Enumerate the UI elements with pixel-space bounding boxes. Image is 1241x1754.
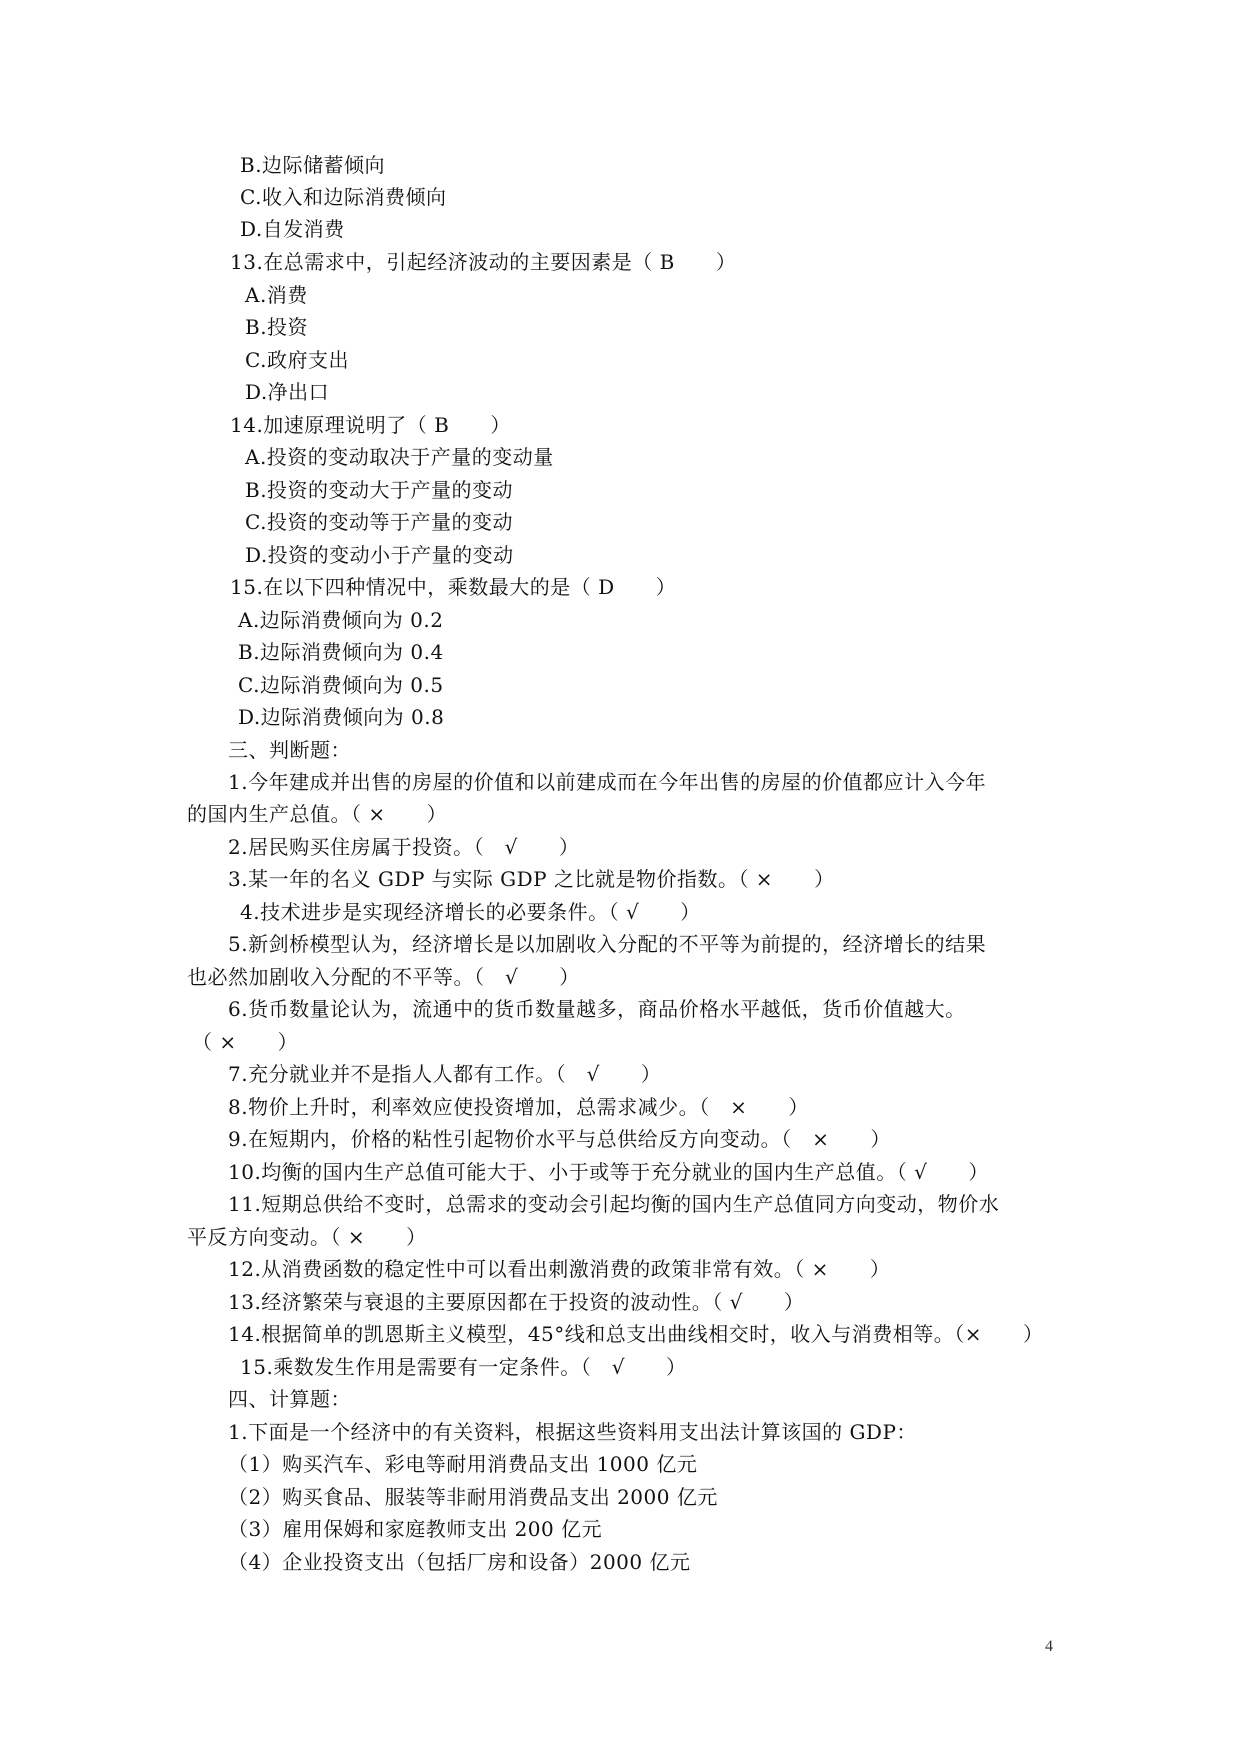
judgment-1-line-2: 的国内生产总值。（ × ） bbox=[187, 802, 448, 826]
judgment-9: 9.在短期内，价格的粘性引起物价水平与总供给反方向变动。（ × ） bbox=[228, 1127, 891, 1151]
question-14: 14.加速原理说明了（ B ） bbox=[230, 413, 511, 437]
option-b-line: B.投资 bbox=[245, 315, 309, 339]
judgment-14: 14.根据简单的凯恩斯主义模型，45°线和总支出曲线相交时，收入与消费相等。（× ） bbox=[228, 1322, 1044, 1346]
question-13: 13.在总需求中，引起经济波动的主要因素是（ B ） bbox=[230, 250, 737, 274]
option-a-line: A.消费 bbox=[245, 283, 308, 307]
section-heading-calculation: 四、计算题： bbox=[228, 1387, 351, 1411]
judgment-10: 10.均衡的国内生产总值可能大于、小于或等于充分就业的国内生产总值。（ √ ） bbox=[228, 1160, 989, 1184]
option-a-line: A.投资的变动取决于产量的变动量 bbox=[245, 445, 554, 469]
option-c-line: C.投资的变动等于产量的变动 bbox=[245, 510, 513, 534]
judgment-7: 7.充分就业并不是指人人都有工作。（ √ ） bbox=[228, 1062, 662, 1086]
judgment-8: 8.物价上升时，利率效应使投资增加，总需求减少。（ × ） bbox=[228, 1095, 809, 1119]
option-b-line: B.边际消费倾向为 0.4 bbox=[238, 640, 444, 664]
section-heading-judgment: 三、判断题： bbox=[228, 738, 351, 762]
judgment-5-line-1: 5.新剑桥模型认为，经济增长是以加剧收入分配的不平等为前提的，经济增长的结果 bbox=[228, 932, 987, 956]
judgment-15: 15.乘数发生作用是需要有一定条件。（ √ ） bbox=[240, 1355, 687, 1379]
judgment-13: 13.经济繁荣与衰退的主要原因都在于投资的波动性。（ √ ） bbox=[228, 1290, 805, 1314]
page-number: 4 bbox=[1045, 1638, 1053, 1655]
judgment-2: 2.居民购买住房属于投资。（ √ ） bbox=[228, 835, 580, 859]
question-15: 15.在以下四种情况中，乘数最大的是（ D ） bbox=[230, 575, 677, 599]
calculation-item-4: （4）企业投资支出（包括厂房和设备）2000 亿元 bbox=[228, 1550, 691, 1574]
option-c-line: C.边际消费倾向为 0.5 bbox=[238, 673, 444, 697]
calculation-item-2: （2）购买食品、服装等非耐用消费品支出 2000 亿元 bbox=[228, 1485, 718, 1509]
judgment-1-line-1: 1.今年建成并出售的房屋的价值和以前建成而在今年出售的房屋的价值都应计入今年 bbox=[228, 770, 987, 794]
option-d-line: D.自发消费 bbox=[240, 217, 345, 241]
option-d-line: D.净出口 bbox=[245, 380, 330, 404]
calculation-item-3: （3）雇用保姆和家庭教师支出 200 亿元 bbox=[228, 1517, 603, 1541]
judgment-11-line-1: 11.短期总供给不变时，总需求的变动会引起均衡的国内生产总值同方向变动，物价水 bbox=[228, 1192, 1000, 1216]
judgment-11-line-2: 平反方向变动。（ × ） bbox=[187, 1225, 427, 1249]
judgment-3: 3.某一年的名义 GDP 与实际 GDP 之比就是物价指数。（ × ） bbox=[228, 867, 835, 891]
option-d-line: D.边际消费倾向为 0.8 bbox=[238, 705, 445, 729]
judgment-6-line-1: 6.货币数量论认为，流通中的货币数量越多，商品价格水平越低，货币价值越大。 bbox=[228, 997, 966, 1021]
option-b-line: B.边际储蓄倾向 bbox=[240, 153, 386, 177]
judgment-4: 4.技术进步是实现经济增长的必要条件。（ √ ） bbox=[240, 900, 701, 924]
option-c-line: C.政府支出 bbox=[245, 348, 349, 372]
option-d-line: D.投资的变动小于产量的变动 bbox=[245, 543, 514, 567]
option-a-line: A.边际消费倾向为 0.2 bbox=[238, 608, 444, 632]
calculation-item-1: （1）购买汽车、彩电等耐用消费品支出 1000 亿元 bbox=[228, 1452, 698, 1476]
judgment-6-line-2: （ × ） bbox=[192, 1030, 299, 1054]
option-c-line: C.收入和边际消费倾向 bbox=[240, 185, 447, 209]
judgment-5-line-2: 也必然加剧收入分配的不平等。（ √ ） bbox=[187, 965, 580, 989]
calculation-1-intro: 1.下面是一个经济中的有关资料，根据这些资料用支出法计算该国的 GDP： bbox=[228, 1420, 917, 1444]
option-b-line: B.投资的变动大于产量的变动 bbox=[245, 478, 514, 502]
judgment-12: 12.从消费函数的稳定性中可以看出刺激消费的政策非常有效。（ × ） bbox=[228, 1257, 891, 1281]
